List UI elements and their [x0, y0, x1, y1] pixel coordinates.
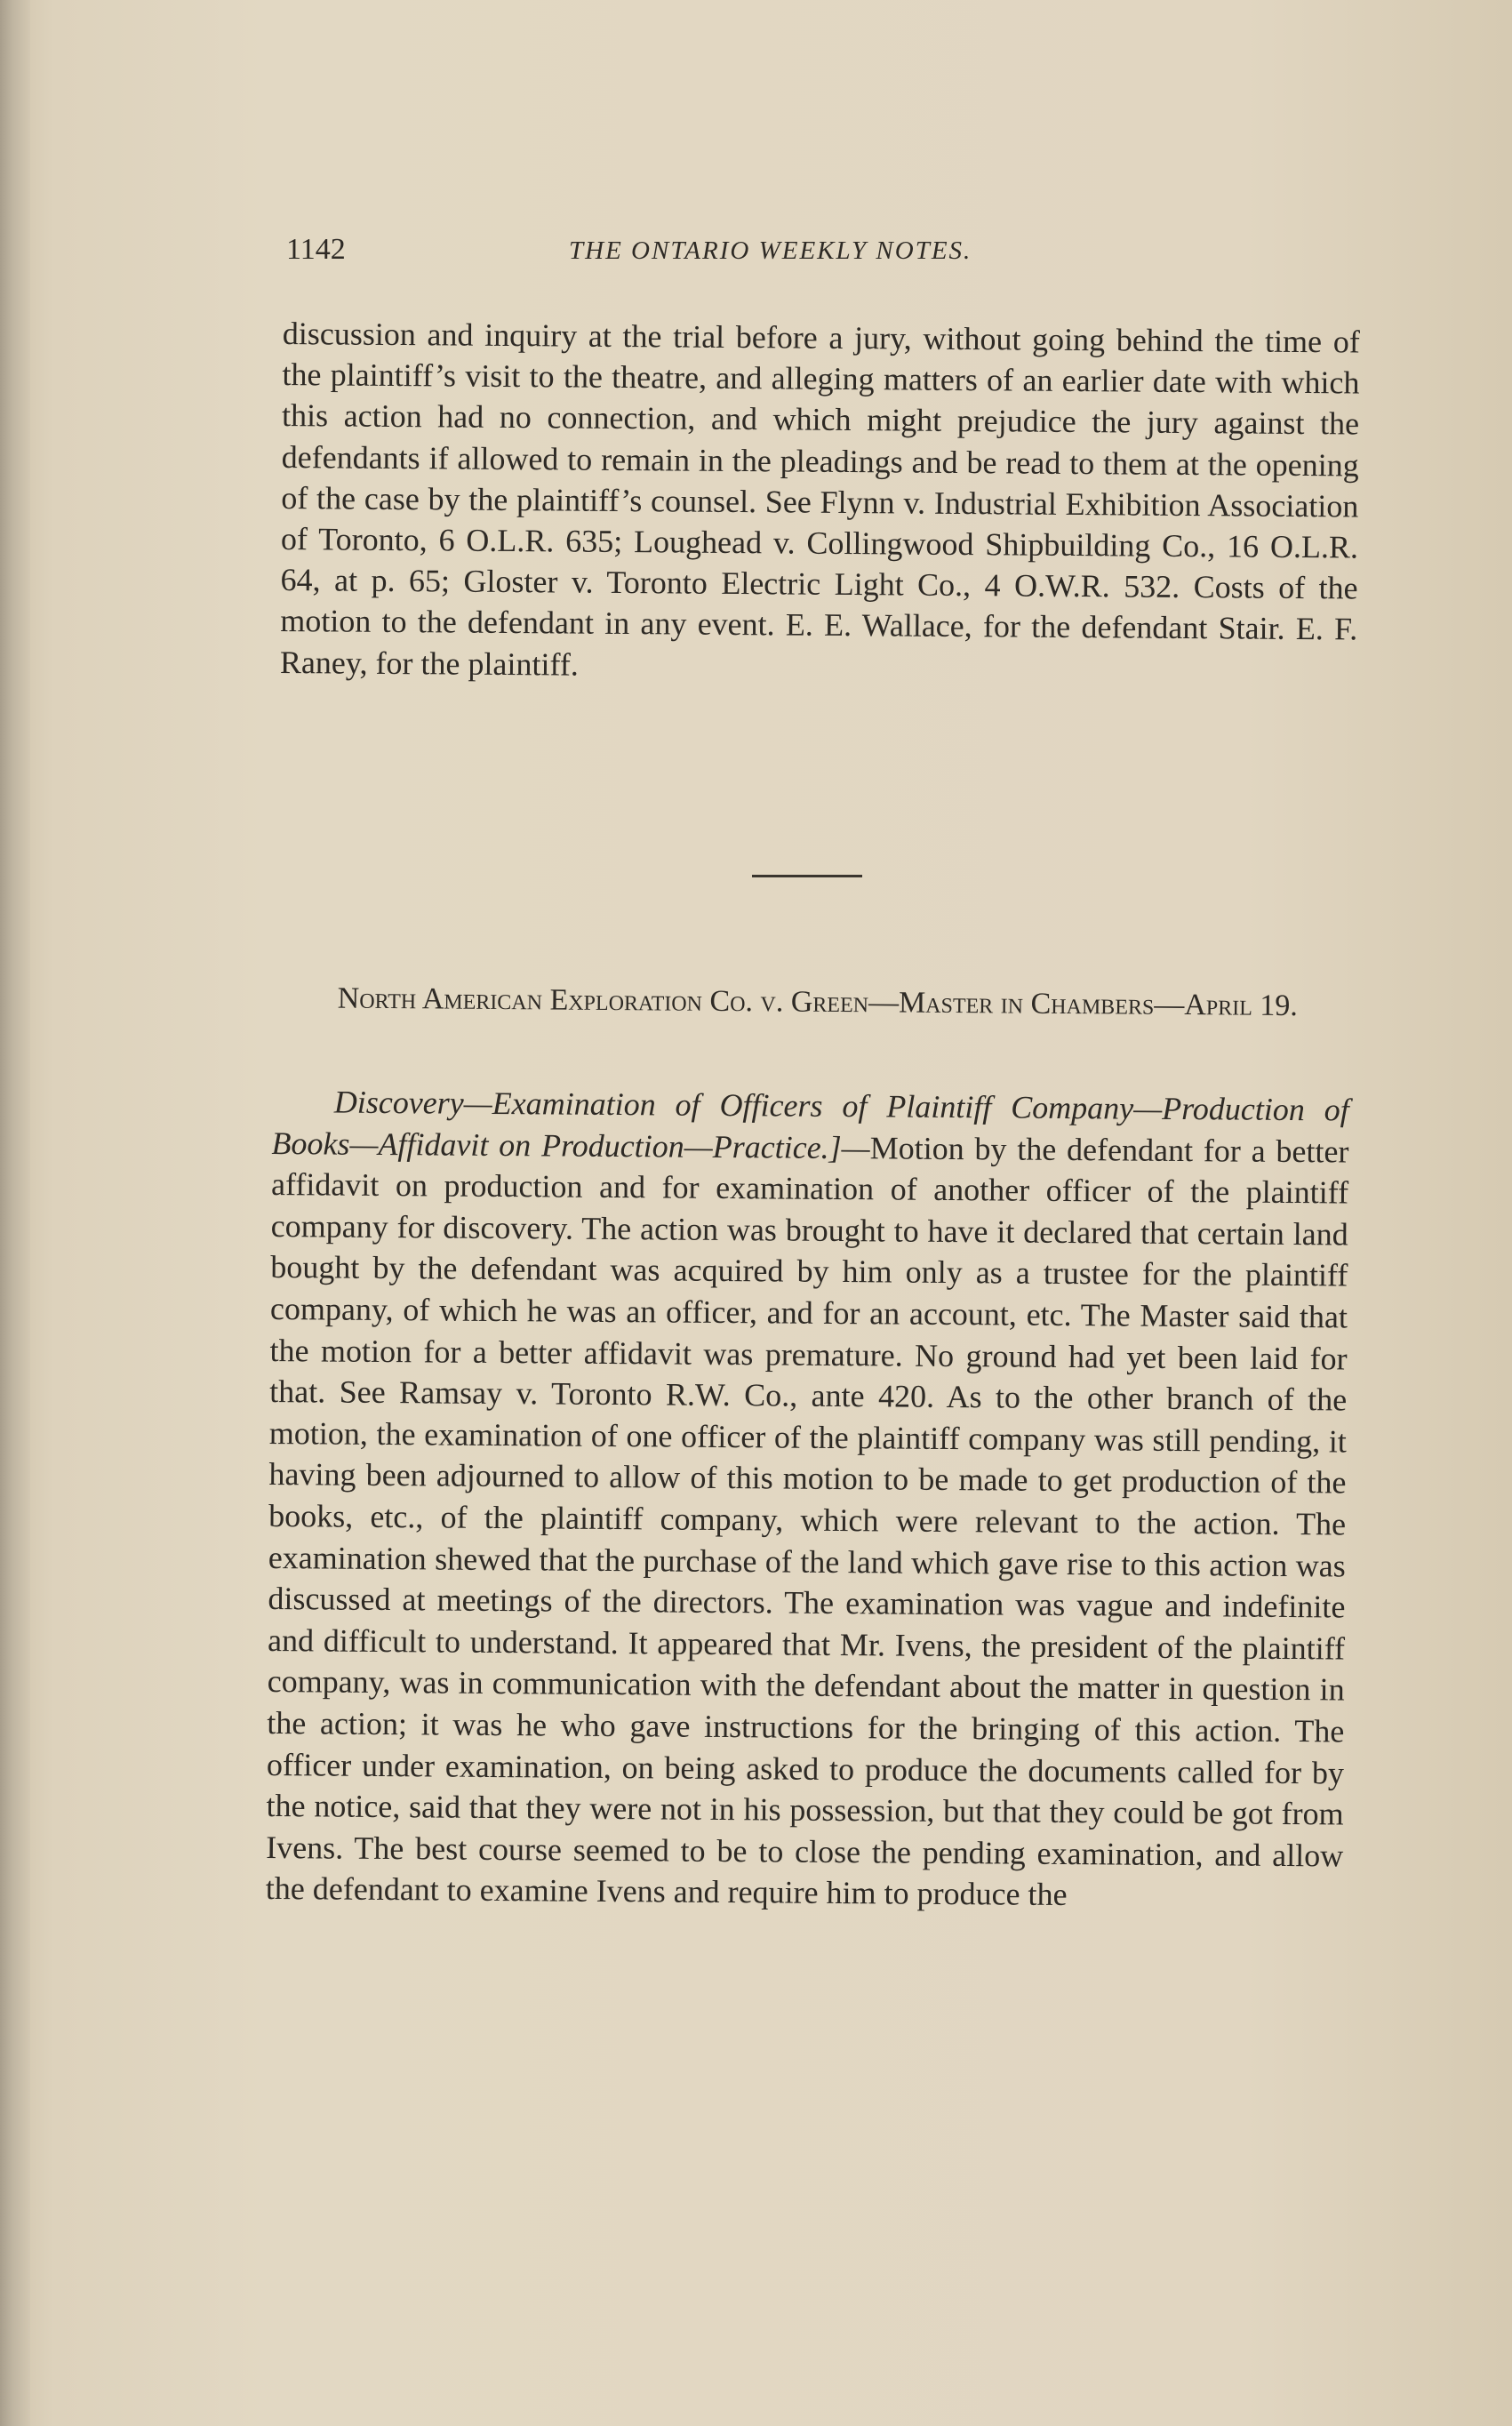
continuation-paragraph: discussion and inquiry at the trial before a jury, without going behind the time of the plaintiff’s visit to the theatre, and alleging matters of an earlier date with which this action had no connection, and which might prejudice the jury against the defendants if allowed to remain in the pleadings and be read to them at the opening of the case by the plaintiff’s counsel. See Flynn v. Industrial Exhibition Association of Toronto, 6 O.L.R. 635; Loughead v. Collingwood Shipbuilding Co., 16 O.L.R. 64, at p. 65; Gloster v. Toronto Electric Light Co., 4 O.W.R. 532. Costs of the motion to the defendant in any event. E. E. Wallace, for the defendant Stair. E. F. Raney, for the plaintiff.: [279, 315, 1360, 683]
case-body: Motion by the defendant for a better affidavit on production and for examination of another officer of the plaintiff company for discovery. The action was brought to have it declared that certain land bought by the defendant was acquired by him only as a trustee for the plaintiff company, of which he was an officer, and for an account, etc. The Master said that the motion for a better affidavit was premature. No ground had yet been laid for that. See Ramsay v. Toronto R.W. Co., ante 420. As to the other branch of the motion, the examination of one officer of the plaintiff company was still pending, it having been adjourned to allow of this motion to be made to get production of the books, etc., of the plaintiff company, which were relevant to the action. The examination shewed that the purchase of the land which gave rise to this action was discussed at meetings of the directors. The examination was vague and indefinite and difficult to understand. It appeared that Mr. Ivens, the president of the plaintiff company, was in communication with the defendant about the matter in question in the action; it was he who gave instructions for the bringing of this action. The officer under examination, on being asked to produce the documents called for by the notice, said that they were not in his possession, but that they could be got from Ivens. The best course seemed to be to close the pending examination, and allow the defendant to examine Ivens and require him to produce the: [265, 1129, 1349, 1913]
section-divider: [752, 875, 862, 877]
journal-title: THE ONTARIO WEEKLY NOTES.: [569, 236, 972, 265]
page-number: 1142: [286, 233, 346, 266]
case-paragraph: [266, 1081, 1349, 1918]
page-gutter: [0, 0, 30, 2426]
running-head: [286, 233, 1353, 277]
case-heading: North American Exploration Co. v. Green—Master in Chambers—April 19.: [337, 981, 1298, 1023]
case-catchwords: Discovery—Examination of Officers of Plaintiff Company—Production of Books—Affidavit on Production—Practice.]—: [271, 1084, 1349, 1165]
